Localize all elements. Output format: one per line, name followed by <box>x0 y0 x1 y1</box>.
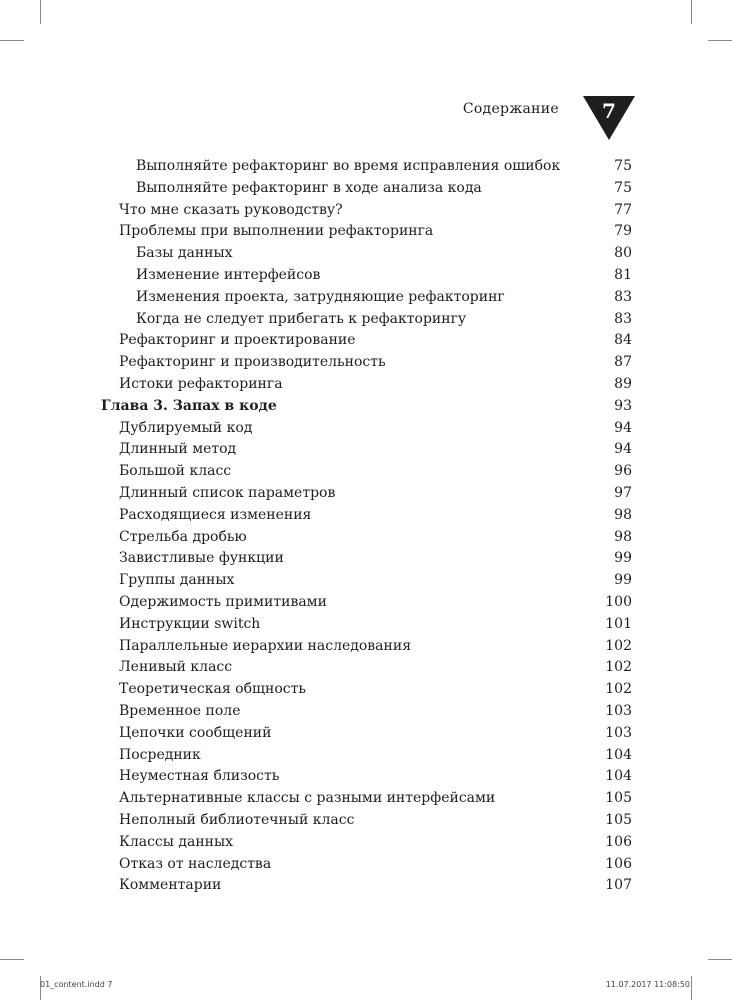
toc-entry-title: Дублируемый код <box>119 419 253 436</box>
toc-entry-title: Посредник <box>119 746 201 763</box>
toc-entry <box>0 832 732 854</box>
section-title: Содержание <box>462 101 559 117</box>
toc-entry-page: 102 <box>605 637 632 654</box>
crop-mark-top-right <box>691 0 692 24</box>
toc-entry-title: Классы данных <box>119 833 234 850</box>
toc-entry-title: Неуместная близость <box>119 768 280 785</box>
toc-entry-page: 104 <box>605 746 632 763</box>
toc-entry <box>0 657 732 679</box>
toc-entry <box>0 156 732 178</box>
toc-entry-page: 89 <box>614 375 632 392</box>
toc-entry-title: Выполняйте рефакторинг в ходе анализа кода <box>136 179 482 196</box>
toc-entry-page: 98 <box>614 506 632 523</box>
toc-entry-title: Изменения проекта, затрудняющие рефакторинг <box>136 288 505 305</box>
toc-entry <box>0 745 732 767</box>
toc-entry <box>0 788 732 810</box>
toc-entry-page: 97 <box>614 484 632 501</box>
toc-entry-title: Группы данных <box>119 572 235 589</box>
toc-entry-title: Расходящиеся изменения <box>119 506 312 523</box>
toc-entry <box>0 200 732 222</box>
toc-entry-title: Комментарии <box>119 877 222 894</box>
toc-entry-page: 83 <box>614 310 632 327</box>
toc-chapter-entry <box>0 396 732 418</box>
toc-entry-title: Теоретическая общность <box>119 681 306 698</box>
toc-entry-page: 103 <box>605 724 632 741</box>
toc-entry-page: 99 <box>614 572 632 589</box>
toc-entry <box>0 265 732 287</box>
toc-entry <box>0 527 732 549</box>
toc-entry <box>0 374 732 396</box>
toc-entry <box>0 309 732 331</box>
toc-entry-title: Базы данных <box>136 245 233 262</box>
toc-entry-page: 103 <box>605 702 632 719</box>
toc-entry <box>0 352 732 374</box>
toc-entry-page: 93 <box>614 397 632 414</box>
toc-entry-page: 106 <box>605 833 632 850</box>
toc-entry-page: 96 <box>614 463 632 480</box>
toc-entry-title: Когда не следует прибегать к рефакторингу <box>136 310 467 327</box>
toc-entry-title: Большой класс <box>119 463 232 480</box>
toc-entry-page: 105 <box>605 790 632 807</box>
toc-entry-title: Отказ от наследства <box>119 855 272 872</box>
toc-entry <box>0 178 732 200</box>
toc-entry-page: 105 <box>605 811 632 828</box>
toc-entry-title: Рефакторинг и проектирование <box>119 332 356 349</box>
toc-entry <box>0 723 732 745</box>
page-number: 7 <box>602 99 616 123</box>
print-slug-file: 01_content.indd 7 <box>40 980 113 989</box>
crop-mark-left-top <box>0 40 24 41</box>
toc-entry-title: Одержимость примитивами <box>119 593 327 610</box>
crop-mark-left-bottom <box>0 959 24 960</box>
toc-entry-title: Изменение интерфейсов <box>136 266 321 283</box>
toc-entry-title: Неполный библиотечный класс <box>119 811 355 828</box>
crop-mark-right-bottom <box>708 959 732 960</box>
toc-entry-page: 75 <box>614 179 632 196</box>
toc-entry <box>0 810 732 832</box>
toc-entry <box>0 614 732 636</box>
toc-entry-title: Глава 3. Запах в коде <box>101 397 277 414</box>
toc-entry <box>0 766 732 788</box>
toc-entry-page: 75 <box>614 158 632 174</box>
toc-entry-page: 102 <box>605 659 632 676</box>
toc-entry-page: 101 <box>605 615 632 632</box>
toc-entry-page: 80 <box>614 245 632 262</box>
toc-entry-page: 77 <box>614 201 632 218</box>
toc-entry-title: Рефакторинг и производительность <box>119 354 386 371</box>
toc-entry-page: 84 <box>614 332 632 349</box>
toc-entry-title: Параллельные иерархии наследования <box>119 637 412 654</box>
toc-entry-page: 79 <box>614 223 632 240</box>
toc-entry-page: 106 <box>605 855 632 872</box>
toc-entry-title: Что мне сказать руководству? <box>119 201 343 218</box>
toc-entry-title: Длинный метод <box>119 441 237 458</box>
toc-entry <box>0 679 732 701</box>
toc-entry-title: Истоки рефакторинга <box>119 375 283 392</box>
toc-entry <box>0 505 732 527</box>
toc-entry-page: 94 <box>614 441 632 458</box>
toc-entry-title: Длинный список параметров <box>119 484 336 501</box>
toc-entry <box>0 483 732 505</box>
toc-entry-title: Ленивый класс <box>119 659 233 676</box>
toc-entry-title: Выполняйте рефакторинг во время исправления ошибок <box>136 158 561 174</box>
toc-entry-page: 87 <box>614 354 632 371</box>
toc-entry <box>0 854 732 876</box>
toc-entry <box>0 243 732 265</box>
toc-entry-title: Инструкции switch <box>119 615 261 632</box>
toc-entry-page: 100 <box>605 593 632 610</box>
toc-entry-page: 98 <box>614 528 632 545</box>
toc-entry-title: Проблемы при выполнении рефакторинга <box>119 223 434 240</box>
toc-entry <box>0 439 732 461</box>
toc-entry <box>0 875 732 897</box>
toc-entry <box>0 570 732 592</box>
toc-entry-title: Завистливые функции <box>119 550 284 567</box>
toc-entry <box>0 461 732 483</box>
toc-entry <box>0 287 732 309</box>
toc-entry <box>0 221 732 243</box>
toc-entry-page: 83 <box>614 288 632 305</box>
toc-entry-title: Альтернативные классы с разными интерфейсами <box>119 790 496 807</box>
crop-mark-top-left <box>40 0 41 24</box>
toc-entry-page: 99 <box>614 550 632 567</box>
toc-entry <box>0 418 732 440</box>
toc-entry-page: 102 <box>605 681 632 698</box>
toc-entry <box>0 636 732 658</box>
toc-entry <box>0 330 732 352</box>
toc-entry-page: 104 <box>605 768 632 785</box>
toc-entry-title: Временное поле <box>119 702 241 719</box>
toc-entry-title: Цепочки сообщений <box>119 724 272 741</box>
toc-entry <box>0 592 732 614</box>
print-slug-timestamp: 11.07.2017 11:08:50 <box>605 980 690 989</box>
toc-entry-page: 81 <box>614 266 632 283</box>
table-of-contents <box>0 156 732 897</box>
toc-entry-page: 107 <box>605 877 632 894</box>
toc-entry-page: 94 <box>614 419 632 436</box>
toc-entry <box>0 701 732 723</box>
toc-entry <box>0 548 732 570</box>
crop-mark-right-top <box>708 40 732 41</box>
toc-entry-title: Стрельба дробью <box>119 528 247 545</box>
crop-mark-bottom-right <box>691 976 692 1000</box>
